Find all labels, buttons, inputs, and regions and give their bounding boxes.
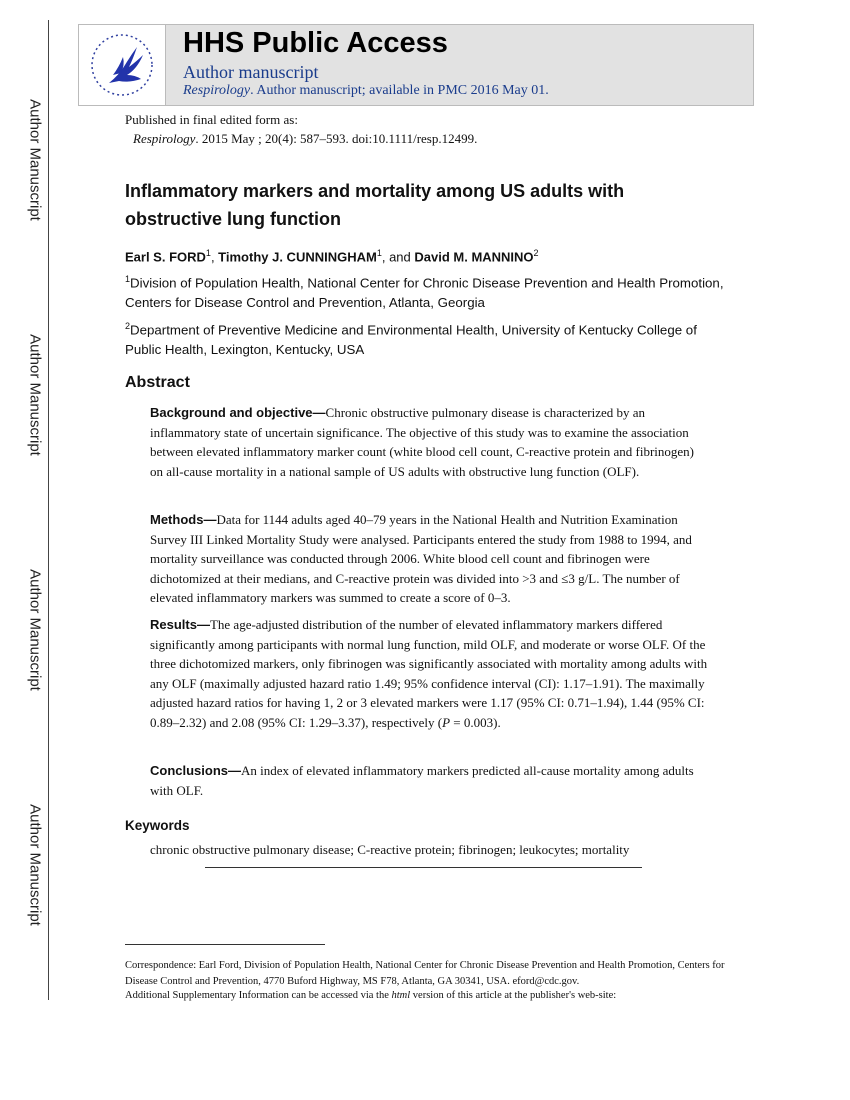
hhs-logo xyxy=(79,25,166,105)
article-title: Inflammatory markers and mortality among US adults with obstructive lung function xyxy=(125,181,625,229)
p-symbol: P xyxy=(442,714,451,730)
side-label-text: Author Manuscript xyxy=(26,569,44,691)
author-name: David M. MANNINO xyxy=(414,249,534,265)
affiliation-text: Department of Preventive Medicine and Environmental Health, University of Kentucky College of Public Health, Lexington, Kentucky, USA xyxy=(125,322,697,358)
supp-text: version of this article at the publisher's web-site: xyxy=(410,990,617,1001)
correspondence-note: Correspondence: Earl Ford, Division of Population Health, National Center for Chronic Disease Prevention and Health Promotion, Centers for Disease Control and Prevention, 4770 Buford Highway, MS F78, Atlanta, GA 30341, USA. eford@cdc.gov. xyxy=(125,960,725,987)
section-label: Results— xyxy=(150,617,210,632)
journal-name: Respirology xyxy=(133,131,196,146)
abstract-methods xyxy=(150,510,710,608)
affiliation xyxy=(125,269,735,313)
section-text: = 0.003). xyxy=(450,714,501,730)
keywords-text: chronic obstructive pulmonary disease; C-reactive protein; fibrinogen; leukocytes; mortality xyxy=(150,842,630,857)
affiliation xyxy=(125,316,735,360)
affiliation-text: Division of Population Health, National Center for Chronic Disease Prevention and Health Promotion, Centers for Disease Control and Prevention, Atlanta, Georgia xyxy=(125,275,724,311)
side-label-text: Author Manuscript xyxy=(26,804,44,926)
section-label: Background and objective— xyxy=(150,405,326,420)
divider xyxy=(205,867,642,868)
abstract-heading: Abstract xyxy=(125,374,190,391)
separator: , and xyxy=(381,249,415,265)
section-text: Data for 1144 adults aged 40–79 years in the National Health and Nutrition Examination Survey III Linked Mortality Study were analysed. Participants entered the study from 1988 to 1994, and mortality surveillance was conducted through 2006. White blood cell count and fibrinogen were dichotomized at their medians, and C-reactive protein was divided into >3 and ≤3 g/L. The number of elevated inflammatory markers was summed to create a score of 0–3. xyxy=(150,512,692,605)
abstract-conclusions xyxy=(150,761,710,800)
availability-text: . Author manuscript; available in PMC 2016 May 01. xyxy=(250,83,549,98)
separator: , xyxy=(210,249,219,265)
supp-html: html xyxy=(391,990,411,1001)
abstract-background xyxy=(150,403,710,481)
author-name: Timothy J. CUNNINGHAM xyxy=(218,249,377,265)
abstract-results xyxy=(150,615,710,732)
keywords-heading: Keywords xyxy=(125,818,190,833)
journal-name: Respirology xyxy=(183,83,251,98)
affiliation-sup: 2 xyxy=(125,321,131,331)
section-text: Chronic obstructive pulmonary disease is characterized by an inflammatory state of uncertain significance. The objective of this study was to examine the association between elevated inflammatory marker count (white blood cell count, C-reactive protein and fibrinogen) on all-cause mortality in a national sample of US adults with obstructive lung function (OLF). xyxy=(150,405,694,479)
supplementary-note xyxy=(125,988,725,1004)
author-sup: 1 xyxy=(376,248,382,258)
author-name: Earl S. FORD xyxy=(125,249,206,265)
footnote-divider xyxy=(125,944,325,945)
section-text: The age-adjusted distribution of the number of elevated inflammatory markers differed significantly among participants with normal lung function, mild OLF, and moderate or worse OLF. Of the three dichotomized markers, only fibrinogen was significantly associated with mortality among adults with any OLF (maximally adjusted hazard ratio 1.49; 95% confidence interval (CI): 1.17–1.91). The maximally adjusted hazard ratios for having 1, 2 or 3 elevated markers were 1.17 (95% CI: 0.71–1.94), 1.44 (95% CI: 0.89–2.32) and 2.08 (95% CI: 1.29–3.37), respectively ( xyxy=(150,617,708,730)
header-title: HHS Public Access xyxy=(183,27,448,59)
published-label: Published in final edited form as: xyxy=(125,112,298,127)
author-sup: 2 xyxy=(533,248,539,258)
side-label-text: Author Manuscript xyxy=(26,334,44,456)
author-sup: 1 xyxy=(205,248,211,258)
hhs-header xyxy=(78,24,754,106)
hhs-eagle-icon xyxy=(79,25,165,105)
author-list xyxy=(125,248,539,264)
header-subtitle: Author manuscript xyxy=(183,62,319,82)
header-availability xyxy=(183,83,549,99)
supp-text: Additional Supplementary Information can be accessed via the xyxy=(125,990,392,1001)
citation-text: . 2015 May ; 20(4): 587–593. doi:10.1111/resp.12499. xyxy=(195,131,478,146)
published-citation xyxy=(125,110,477,148)
margin-line xyxy=(48,20,49,1000)
section-label: Conclusions— xyxy=(150,763,242,778)
section-label: Methods— xyxy=(150,512,217,527)
section-text: An index of elevated inflammatory markers predicted all-cause mortality among adults with OLF. xyxy=(150,763,694,798)
side-label-text: Author Manuscript xyxy=(26,99,44,221)
affiliation-sup: 1 xyxy=(125,274,131,284)
